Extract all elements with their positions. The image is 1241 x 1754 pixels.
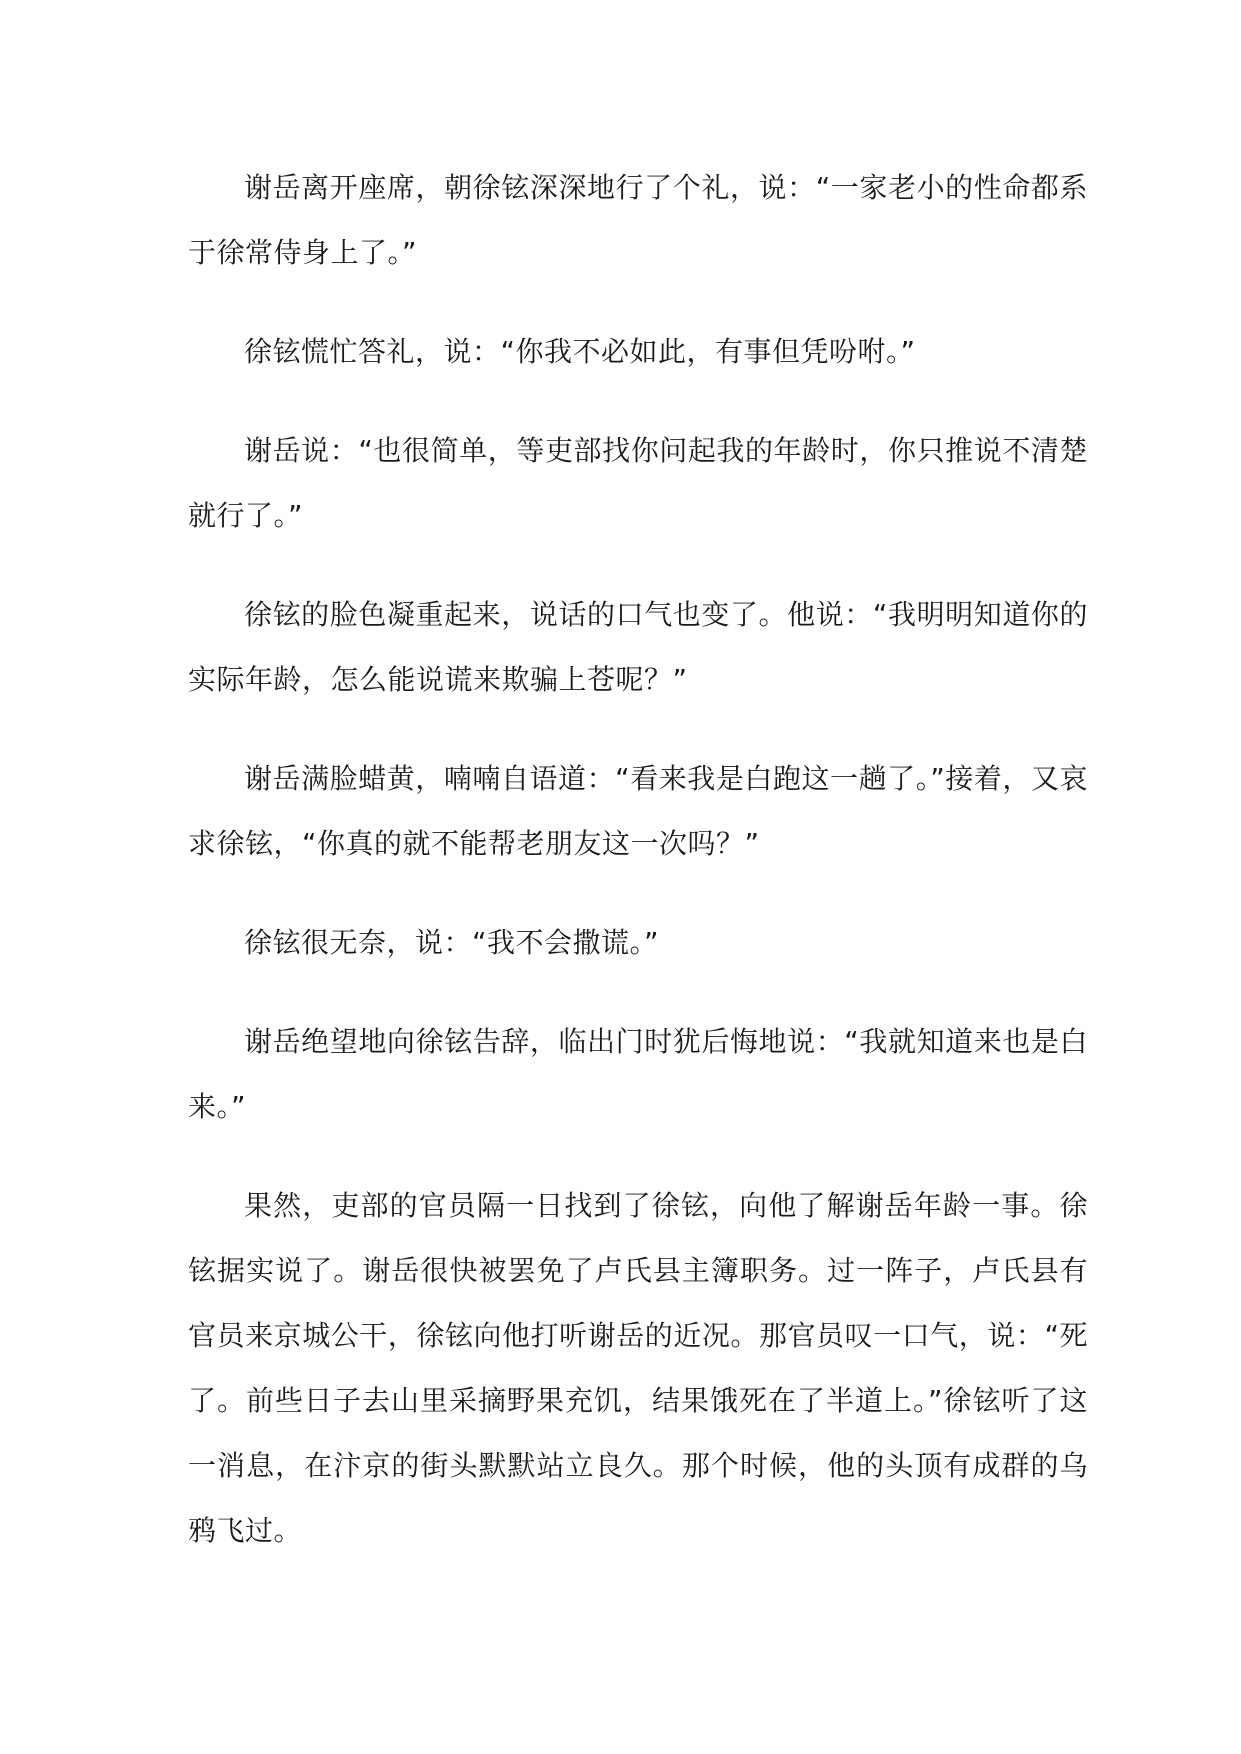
document-body (188, 155, 1088, 1563)
paragraph-6: 徐铉很无奈，说：“我不会撒谎。” (244, 926, 660, 959)
paragraph-1: 谢岳离开座席，朝徐铉深深地行了个礼，说：“一家老小的性命都系于徐常侍身上了。” (188, 171, 1088, 269)
paragraph-8: 果然，吏部的官员隔一日找到了徐铉，向他了解谢岳年龄一事。徐铉据实说了。谢岳很快被罢免了卢氏县主簿职务。过一阵子，卢氏县有官员来京城公干，徐铉向他打听谢岳的近况。那官员叹一口气，说：“死了。前些日子去山里采摘野果充饥，结果饿死在了半道上。”徐铉听了这一消息，在汴京的街头默默站立良久。那个时候，他的头顶有成群的乌鸦飞过。 (188, 1189, 1088, 1547)
paragraph-3: 谢岳说：“也很简单，等吏部找你问起我的年龄时，你只推说不清楚就行了。” (188, 434, 1088, 532)
paragraph-4: 徐铉的脸色凝重起来，说话的口气也变了。他说：“我明明知道你的实际年龄，怎么能说谎来欺骗上苍呢？” (188, 598, 1088, 696)
paragraph-7: 谢岳绝望地向徐铉告辞，临出门时犹后悔地说：“我就知道来也是白来。” (188, 1025, 1088, 1123)
paragraph-2: 徐铉慌忙答礼，说：“你我不必如此，有事但凭吩咐。” (244, 335, 916, 368)
paragraph-5: 谢岳满脸蜡黄，喃喃自语道：“看来我是白跑这一趟了。”接着，又哀求徐铉，“你真的就不能帮老朋友这一次吗？” (188, 762, 1088, 860)
